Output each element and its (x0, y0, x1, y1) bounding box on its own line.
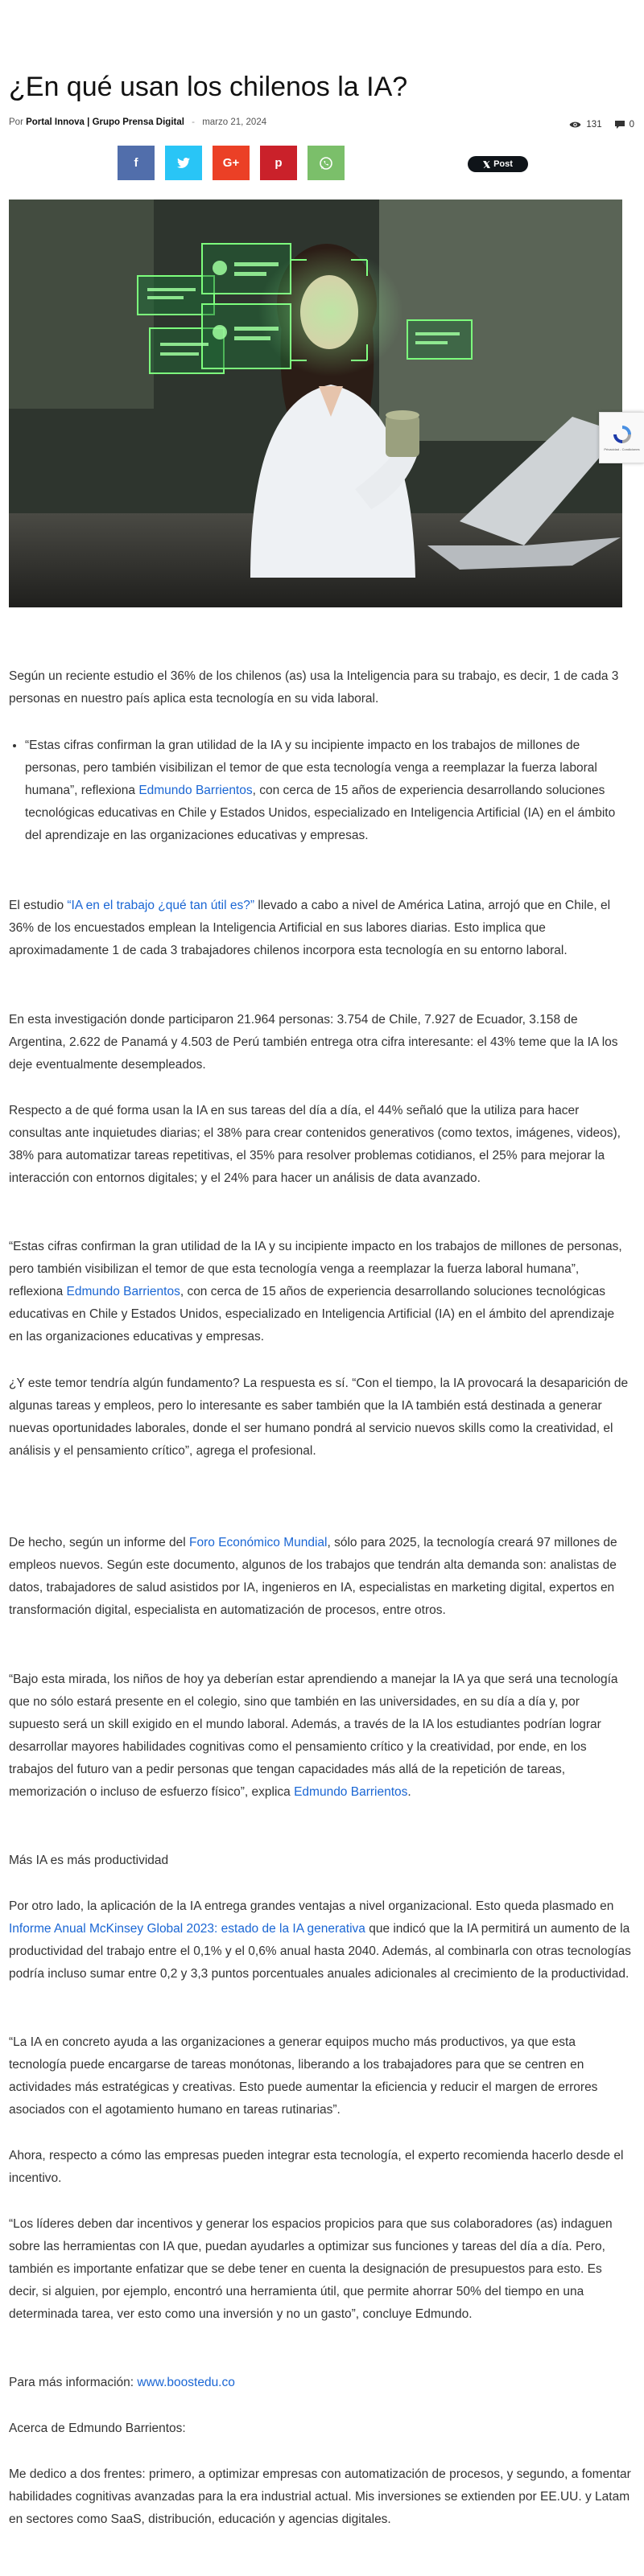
post-label: Post (493, 159, 513, 169)
article-date: marzo 21, 2024 (202, 117, 267, 127)
article-meta (9, 117, 411, 132)
paragraph-13-text: “Los líderes deben dar incentivos y generar los espacios propicios para que sus colaboradores (as) indaguen sobre las herramientas con IA que, puedan ayudarles a optimizar sus funciones y tareas del día a día. Pero, también es importante enfatizar que se debe tener en cuenta la designación de presupuestos para esto. Es decir, si alguien, por ejemplo, encontró una herramienta útil, que permite ahorrar 50% del tiempo en una determinada tarea, ver esto como una inversión y no un gasto”, concluye Edmundo. (9, 2217, 613, 2321)
paragraph-1-text: Según un reciente estudio el 36% de los chilenos (as) usa la Inteligencia para su trabajo, es decir, 1 de cada 3 personas en nuestro país aplica esta tecnología en su vida laboral. (9, 669, 619, 706)
paragraph-11 (9, 2031, 631, 2121)
about-heading-text: Acerca de Edmundo Barrientos: (9, 2422, 186, 2435)
recaptcha-icon (612, 424, 633, 445)
paragraph-14-text: Para más información: (9, 2376, 138, 2389)
comments-value: 0 (629, 120, 634, 130)
study-link[interactable]: “IA en el trabajo ¿qué tan útil es?” (67, 899, 255, 912)
paragraph-10 (9, 1895, 631, 1985)
paragraph-5 (9, 1236, 631, 1348)
mckinsey-link[interactable]: Informe Anual McKinsey Global 2023: estado de la IA generativa (9, 1922, 365, 1936)
comments-count[interactable] (615, 120, 634, 130)
recaptcha-text[interactable]: Privacidad - Condiciones (604, 447, 640, 451)
boostedu-link[interactable]: www.boostedu.co (137, 2376, 235, 2389)
paragraph-12-text: Ahora, respecto a cómo las empresas pueden integrar esta tecnología, el experto recomienda hacerlo desde el incentivo. (9, 2149, 624, 2185)
paragraph-13 (9, 2213, 631, 2326)
x-logo-icon (483, 161, 490, 168)
paragraph-16 (9, 2463, 631, 2531)
meta-separator: - (192, 117, 195, 127)
paragraph-8 (9, 1669, 631, 1804)
recaptcha-badge[interactable] (599, 412, 644, 463)
author-link[interactable]: Portal Innova | Grupo Prensa Digital (26, 117, 184, 127)
paragraph-7 (9, 1532, 631, 1622)
bullet-text-b: , con cerca de 15 años de experiencia desarrollando soluciones tecnológicas educativas en Chile y Estados Unidos, especializado en Inteligencia Artificial (IA) en el ámbito del aprendizaje en las organizaciones educativas y empresas. (25, 784, 616, 842)
by-label: Por (9, 117, 23, 127)
paragraph-5-text-b: , con cerca de 15 años de experiencia desarrollando soluciones tecnológicas educativas en Chile y Estados Unidos, especializado en Inteligencia Artificial (IA) en el ámbito del aprendizaje en las organizaciones educativas y empresas. (9, 1285, 615, 1344)
about-heading (9, 2418, 631, 2440)
bullet-quote (9, 735, 631, 847)
share-twitter-button[interactable] (165, 146, 202, 180)
x-post-button[interactable] (468, 156, 528, 172)
paragraph-5-text-a: “Estas cifras confirman la gran utilidad de la IA y su incipiente impacto en los trabajos de millones de personas, pero también visibilizan el temor de que esta tecnología venga a reemplazar la fuerza laboral humana”, reflexiona (9, 1240, 622, 1298)
foro-economico-link[interactable]: Foro Económico Mundial (189, 1536, 328, 1549)
paragraph-2 (9, 895, 631, 962)
paragraph-1 (9, 665, 631, 710)
paragraph-16-text: Me dedico a dos frentes: primero, a optimizar empresas con automatización de procesos, y segundo, a fomentar habilidades cognitivas avanzadas para la era industrial actual. Mis inversiones se extienden por EE.UU. y Latam en sectores como SaaS, distribución, educación y agencias digitales. (9, 2467, 631, 2526)
paragraph-14 (9, 2372, 631, 2394)
hero-illustration (9, 200, 622, 607)
paragraph-12 (9, 2145, 631, 2190)
paragraph-3 (9, 1009, 631, 1076)
share-pinterest-button[interactable] (260, 146, 297, 180)
paragraph-11-text: “La IA en concreto ayuda a las organizaciones a generar equipos mucho más productivos, ya que esta tecnología puede encargarse de tareas monótonas, liberando a los trabajadores para que se centren en actividades más estratégicas y creativas. Esto puede aumentar la eficiencia y reducir el margen de errores asociados con el agotamiento humano en tareas rutinarias”. (9, 2035, 598, 2117)
paragraph-8-text-b: . (407, 1785, 411, 1799)
paragraph-6-text: ¿Y este temor tendría algún fundamento? La respuesta es sí. “Con el tiempo, la IA provocará la desaparición de algunas tareas y empleos, pero lo interesante es saber también que la IA también está destinada a generar nuevas oportunidades laborales, donde el ser humano pondrá al servicio nuevos skills como la creatividad, el análisis y el pensamiento crítico”, agrega el profesional. (9, 1376, 629, 1458)
edmundo-barrientos-link-2[interactable]: Edmundo Barrientos (66, 1285, 180, 1298)
subheading-text: Más IA es más productividad (9, 1854, 169, 1867)
facebook-icon: f (134, 156, 138, 170)
bullet-item (25, 735, 631, 847)
google-plus-icon: G+ (222, 156, 240, 170)
paragraph-2-text-b: llevado a cabo a nivel de América Latina, arrojó que en Chile, el 36% de los encuestados emplean la Inteligencia Artificial en sus labores diarias. Esto implica que aproximadamente 1 de cada 3 trabajadores chilenos incorpora esta tecnología en su entorno laboral. (9, 899, 611, 957)
views-value: 131 (586, 120, 602, 130)
whatsapp-icon (319, 156, 333, 171)
views-count (569, 120, 601, 130)
article-title: ¿En qué usan los chilenos la IA? (9, 72, 408, 102)
share-whatsapp-button[interactable] (308, 146, 345, 180)
share-facebook-button[interactable] (118, 146, 155, 180)
edmundo-barrientos-link[interactable]: Edmundo Barrientos (138, 784, 253, 797)
paragraph-6 (9, 1372, 631, 1463)
paragraph-7-text-b: , sólo para 2025, la tecnología creará 97 millones de empleos nuevos. Según este documento, algunos de los trabajos que tendrán alta demanda son: analistas de datos, trabajadores de salud asistidos por IA, ingenieros en IA, especialistas en marketing digital, expertos en transformación digital, especialista en automatización de procesos, entre otros. (9, 1536, 617, 1617)
eye-icon (569, 121, 581, 129)
share-google-plus-button[interactable] (213, 146, 250, 180)
paragraph-4 (9, 1100, 631, 1190)
paragraph-10-text-b: que indicó que la IA permitirá un aumento de la productividad del trabajo entre el 0,1% y el 0,6% anual hasta 2040. Además, al combinarla con otras tecnologías podría incluso sumar entre 0,2 y 3,3 puntos porcentuales anuales adicionales al crecimiento de la productividad. (9, 1922, 631, 1981)
edmundo-barrientos-link-3[interactable]: Edmundo Barrientos (294, 1785, 408, 1799)
comment-icon (615, 121, 625, 130)
hero-image (9, 200, 622, 607)
share-buttons (118, 146, 345, 180)
paragraph-3-text: En esta investigación donde participaron 21.964 personas: 3.754 de Chile, 7.927 de Ecuador, 3.158 de Argentina, 2.622 de Panamá y 4.503 de Perú también entrega otra cifra interesante: el 43% teme que la IA los deje eventualmente desempleados. (9, 1013, 618, 1072)
paragraph-2-text-a: El estudio (9, 899, 68, 912)
paragraph-10-text-a: Por otro lado, la aplicación de la IA entrega grandes ventajas a nivel organizacional. Esto queda plasmado en (9, 1899, 614, 1913)
pinterest-icon: p (275, 156, 283, 170)
paragraph-8-text-a: “Bajo esta mirada, los niños de hoy ya deberían estar aprendiendo a manejar la IA ya que será una tecnología que no sólo estará presente en el colegio, sino que también en las universidades, en su día a día y, por supuesto será un skill exigido en el mundo laboral. Además, a través de la IA los estudiantes podrían lograr desarrollar mayores habilidades cognitivas como el pensamiento crítico y la creatividad, por ende, en los trabajos del futuro van a pedir personas que tengan capacidades más allá de la repetición de tareas, memorización o incluso de esfuerzo físico”, explica (9, 1673, 618, 1799)
paragraph-4-text: Respecto a de qué forma usan la IA en sus tareas del día a día, el 44% señaló que la utiliza para hacer consultas ante inquietudes diarias; el 38% para crear contenidos generativos (como textos, imágenes, videos), 38% para automatizar tareas repetitivas, el 35% para resolver problemas cotidianos, el 25% para mejorar la interacción con entornos digitales; y el 24% para hacer un análisis de data avanzado. (9, 1104, 621, 1185)
article-stats (569, 117, 634, 132)
twitter-icon (177, 158, 190, 168)
paragraph-7-text-a: De hecho, según un informe del (9, 1536, 190, 1549)
subheading-productivity (9, 1850, 631, 1872)
bullet-text-a: “Estas cifras confirman la gran utilidad de la IA y su incipiente impacto en los trabajos de millones de personas, pero también visibilizan el temor de que esta tecnología venga a reemplazar la fuerza laboral humana”, reflexiona (25, 739, 597, 797)
